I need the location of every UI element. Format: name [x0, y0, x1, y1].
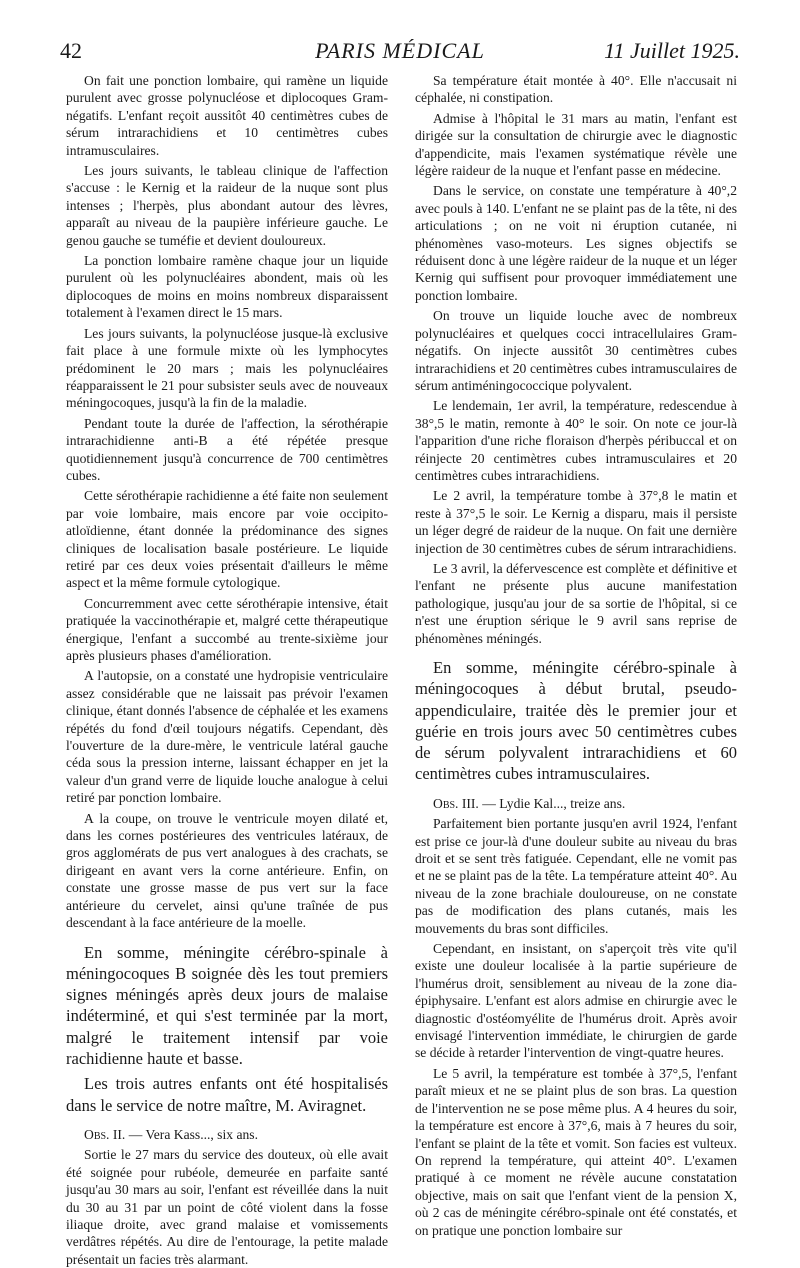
paragraph: Les jours suivants, le tableau clinique de l'affection s'accuse : le Kernig et la raideur de la nuque sont plus intenses ; l'herpès, plus abondant autour des lèvres, apparaît au niveau de la paupière inférieure gauche. Le genou gauche se tuméfie et devient douloureux.	[66, 163, 388, 248]
paragraph: Cette sérothérapie rachidienne a été faite non seulement par voie lombaire, mais encore par voie occipito-atloïdienne, étant donnée la prédominance des signes cliniques de localisation basale postérieure. Le liquide retiré par ces deux voies présentait d'ailleurs le même aspect et la même formule cytologique.	[66, 488, 388, 591]
paragraph: Le lendemain, 1er avril, la température, redescendue à 38°,5 le matin, remonte à 40° le soir. On note ce jour-là l'apparition d'une riche floraison d'herpès péribuccal et on réinjecte 20 centimètres cubes intramusculaires et 20 centimètres cubes intrarachidiens.	[415, 398, 737, 483]
paragraph: Les jours suivants, la polynucléose jusque-là exclusive fait place à une formule mixte où les lymphocytes prédominent le 20 mars ; mais les polynucléaires réapparaissent le 21 pour subsister seuls avec de nouveaux méningocoques, jusqu'à la fin de la maladie.	[66, 325, 388, 411]
observation-heading	[66, 1126, 388, 1143]
paragraph: Le 5 avril, la température est tombée à 37°,5, l'enfant paraît mieux et ne se plaint plus de son bras. La question de l'intervention ne se pose même plus. A 4 heures du soir, la température est encore à 37°,6, mais à 7 heures du soir, l'enfant se plaint de la tête et vomit. Son facies est vulteux. On reprend la température, qui atteint 40°. L'examen pratiqué à ce moment ne révèle aucune constatation objective, mais on sait que l'enfant vient de la pension X, où 2 cas de méningite cérébro-spinale ont été constatés, et on pratique une ponction lombaire sur	[415, 1065, 737, 1238]
paragraph: Le 3 avril, la défervescence est complète et définitive et l'enfant ne présente plus aucune manifestation pathologique, jusqu'au jour de sa sortie de l'hôpital, si ce n'est une éruption sérique le 9 avril sans reprise de phénomènes méningés.	[415, 560, 737, 646]
paragraph: A la coupe, on trouve le ventricule moyen dilaté et, dans les cornes postérieures des ventricules latéraux, de gros agglomérats de pus vert analogues à des crachats, se dirigeant en avant vers la corne antérieure. Enfin, on constate une grosse masse de pus vert sur la face antérieure du cervelet, ainsi qu'une traînée de pus descendant à la face antérieure de la moelle.	[66, 810, 388, 931]
page-header	[60, 38, 740, 68]
paragraph: Cependant, en insistant, on s'aperçoit très vite qu'il existe une douleur localisée à la partie supérieure de l'humérus droit, sensiblement au niveau de la zone dia-épiphysaire. L'enfant est alors admise en chirurgie avec le diagnostic d'ostéomyélite de l'humérus droit. Après avoir envisagé l'intervention immédiate, le chirurgien de garde se décide à retarder l'intervention de vingt-quatre heures.	[415, 941, 737, 1061]
left-column	[66, 72, 388, 1268]
summary-paragraph: En somme, méningite cérébro-spinale à méningocoques à début brutal, pseudo-appendiculaire, traitée dès le premier jour et guérie en trois jours avec 50 centimètres cubes de sérum polyvalent intrarachidiens et 60 centimètres cubes intramusculaires.	[415, 658, 737, 784]
paragraph: Dans le service, on constate une température à 40°,2 avec pouls à 140. L'enfant ne se plaint pas de la tête, ni des articulations ; on ne voit ni éruption cutanée, ni phénomènes vaso-moteurs. Les signes objectifs se réduisent donc à une légère raideur de la nuque et un léger Kernig qui suffisent pour provoquer immédiatement une ponction lombaire.	[415, 183, 737, 303]
summary-paragraph: En somme, méningite cérébro-spinale à méningocoques B soignée dès les tout premiers signes méningés après deux jours de malaise indéterminé, et qui s'est terminée par la mort, malgré le traitement intensif par voie rachidienne haute et basse.	[66, 942, 388, 1068]
paragraph: Concurremment avec cette sérothérapie intensive, était pratiquée la vaccinothérapie et, malgré cette thérapeutique énergique, l'enfant a succombé au trente-sixième jour après plusieurs phases d'amélioration.	[66, 595, 388, 663]
paragraph: La ponction lombaire ramène chaque jour un liquide purulent où les polynucléaires abondent, mais où les diplocoques de moins en moins nombreux disparaissent totalement à l'examen direct le 15 mars.	[66, 253, 388, 321]
paragraph: A l'autopsie, on a constaté une hydropisie ventriculaire assez considérable que ne laissait pas prévoir l'examen clinique, étant donnés l'absence de céphalée et les examens répétés du fond d'œil toujours négatifs. Cependant, dès l'ouverture de la dure-mère, le ventricule latéral gauche céda sous la pression interne, laissant échapper en jet la valeur d'un grand verre de liquide louche analogue à celui retiré par ponction lombaire.	[66, 668, 388, 806]
paragraph: Admise à l'hôpital le 31 mars au matin, l'enfant est dirigée sur la consultation de chirurgie avec le diagnostic d'appendicite, mais l'examen systématique révèle une légère raideur de la nuque et l'enfant passe en médecine.	[415, 110, 737, 179]
paragraph: On fait une ponction lombaire, qui ramène un liquide purulent avec grosse polynucléose et diplocoques Gram-négatifs. L'enfant reçoit aussitôt 40 centimètres cubes de sérum intrarachidiens et 10 centimètres cubes intramusculaires.	[66, 73, 388, 158]
observation-label: Obs. III.	[433, 795, 479, 811]
journal-title: PARIS MÉDICAL	[315, 38, 485, 63]
paragraph: Sortie le 27 mars du service des douteux, où elle avait été soignée pour rubéole, demeurée en parfaite santé jusqu'au 30 mars au soir, l'enfant est réveillée dans la nuit du 30 au 31 par un point de côté violent dans la fosse iliaque droite, avec grand malaise et vomissements verdâtres répétés. Au dire de l'entourage, la petite malade présentait un facies très alarmant.	[66, 1147, 388, 1267]
issue-date: 11 Juillet 1925.	[604, 38, 740, 63]
paragraph: On trouve un liquide louche avec de nombreux polynucléaires et quelques cocci intracellulaires Gram-négatifs. On injecte aussitôt 30 centimètres cubes intrarachidiens et 20 centimètres cubes intramusculaires de sérum antiméningococcique polyvalent.	[415, 308, 737, 393]
paragraph: Sa température était montée à 40°. Elle n'accusait ni céphalée, ni constipation.	[415, 73, 737, 106]
observation-label: Obs. II.	[84, 1126, 126, 1142]
paragraph: Le 2 avril, la température tombe à 37°,8 le matin et reste à 37°,5 le soir. Le Kernig a disparu, mais il persiste un léger degré de raideur de la nuque. On fait une dernière injection de 30 centimètres cubes de sérum intrarachidiens.	[415, 488, 737, 556]
page-number: 42	[60, 38, 82, 63]
observation-heading	[415, 795, 737, 812]
paragraph: Parfaitement bien portante jusqu'en avril 1924, l'enfant est prise ce jour-là d'une douleur subite au niveau du bras droit et se sent très fatiguée. Cependant, elle ne vomit pas et ne se plaint pas de la tête. La température atteint 40°. Au niveau de la zone brachiale douloureuse, on ne constate pas de modification des plans cutanés, mais les mouvements du bras sont difficiles.	[415, 816, 737, 936]
summary-paragraph: Les trois autres enfants ont été hospitalisés dans le service de notre maître, M. Aviragnet.	[66, 1074, 388, 1115]
right-column	[415, 72, 737, 1239]
paragraph: Pendant toute la durée de l'affection, la sérothérapie intrarachidienne anti-B a été répétée presque quotidiennement jusqu'à concurrence de 700 centimètres cubes.	[66, 415, 388, 483]
observation-title: — Vera Kass..., six ans.	[125, 1126, 258, 1142]
observation-title: — Lydie Kal..., treize ans.	[478, 795, 626, 811]
